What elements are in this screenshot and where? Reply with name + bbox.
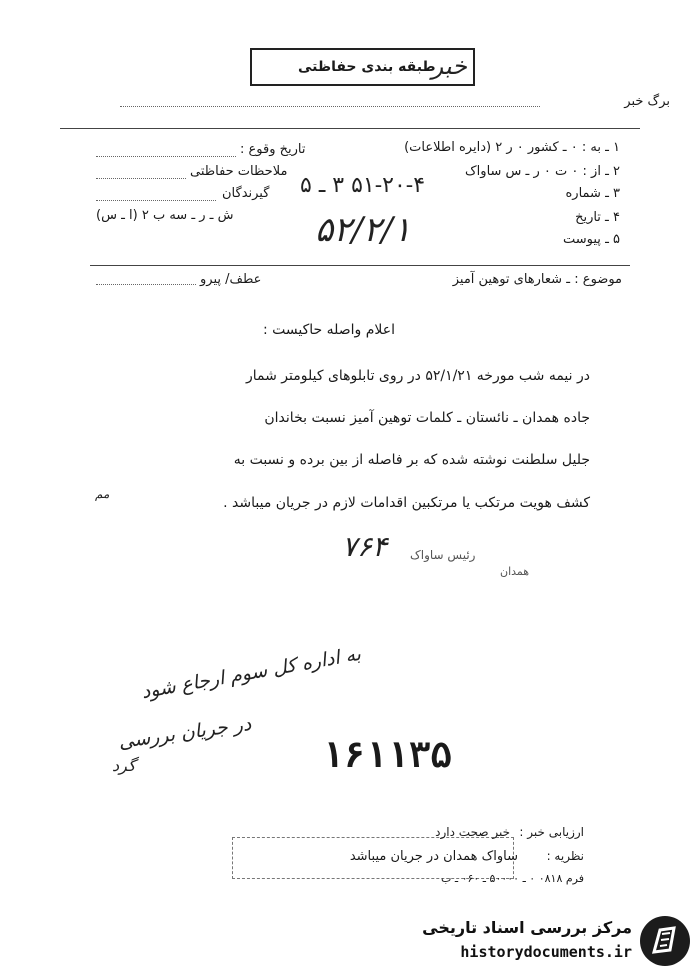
opinion-value: ساواک همدان در جریان میباشد xyxy=(349,849,518,864)
from-field: ۲ ـ از : ۰ ت ۰ ر ـ س ساواک xyxy=(465,164,620,179)
opinion-label: نظریه : xyxy=(546,849,584,863)
security-notes-rule xyxy=(96,178,186,179)
signature-faded: همدان xyxy=(500,565,530,578)
date-value: ۵۲/۲/۱ xyxy=(315,210,411,250)
body-line-1: در نیمه شب مورخه ۵۲/۱/۲۱ در روی تابلوهای کیلومتر شمار xyxy=(245,368,590,384)
event-date-rule xyxy=(96,156,236,157)
body-line-3: جلیل سلطنت نوشته شده که بر فاصله از بین برده و نسبت به xyxy=(233,452,590,468)
classification-box xyxy=(250,48,475,86)
signature-title: رئیس ساواک xyxy=(410,548,476,562)
fields-divider xyxy=(90,265,630,266)
event-date-label: تاریخ وقوع : xyxy=(240,142,306,157)
reference-rule xyxy=(96,284,196,285)
date-label: ۴ ـ تاریخ xyxy=(575,210,620,225)
subject-label: موضوع : xyxy=(574,272,622,287)
recipients-value: ش ـ ر ـ سه ب ۲ (ا ـ س) xyxy=(96,208,234,223)
body-line-2: جاده همدان ـ نائستان ـ کلمات توهین آمیز نسبت بخاندان xyxy=(264,410,590,426)
evaluation-label: ارزیابی خبر : xyxy=(519,825,584,839)
subject-value: ـ شعارهای توهین آمیز xyxy=(452,272,570,287)
salutation: اعلام واصله حاکیست : xyxy=(262,322,395,338)
archive-number: ۱۶۱۱۳۵ xyxy=(322,735,453,776)
body-line-4: کشف هویت مرتکب یا مرتکبین اقدامات لازم در جریان میباشد . xyxy=(223,495,590,511)
document-archive-icon xyxy=(640,916,690,966)
watermark-url: historydocuments.ir xyxy=(460,943,632,961)
security-notes-label: ملاحظات حفاظتی xyxy=(190,164,288,179)
header-rule xyxy=(120,106,540,107)
signature-mark: ۷۶۴ xyxy=(342,530,388,563)
classification-label: طبقه بندی حفاظتی xyxy=(298,59,436,75)
watermark-logo xyxy=(420,916,690,968)
recipients-label: گیرندگان xyxy=(222,186,270,201)
number-label: ۳ ـ شماره xyxy=(565,186,620,201)
form-code: فرم ۰۸۱۸ ۰ ـ ۵۰۰۰۰ ـ ۰۶۰ ـ ب xyxy=(441,872,584,885)
number-value: ۵۱-۲۰-۴ ۳ ـ ۵ xyxy=(300,173,426,198)
attachment-label: ۵ ـ پیوست xyxy=(563,232,620,247)
handwritten-note-3: گرد xyxy=(112,756,136,775)
handwritten-note-1: به اداره کل سوم ارجاع شود xyxy=(139,642,363,704)
handwritten-note-2: در جریان بررسی xyxy=(117,712,253,754)
to-field: ۱ ـ به : ۰ ـ کشور ۰ ر ۲ (دایره اطلاعات) xyxy=(404,140,620,155)
evaluation-value: خبر صحت دارد xyxy=(435,825,510,839)
report-sheet-label: برگ خبر xyxy=(624,94,670,109)
body-end-mark: مم xyxy=(95,487,110,501)
recipients-rule xyxy=(96,200,216,201)
watermark-org-name: مرکز بررسی اسناد تاریخی xyxy=(422,918,632,937)
reference-label: عطف/ پیرو xyxy=(200,272,262,287)
classification-mark: خبر xyxy=(431,52,467,80)
header-divider xyxy=(60,128,640,129)
